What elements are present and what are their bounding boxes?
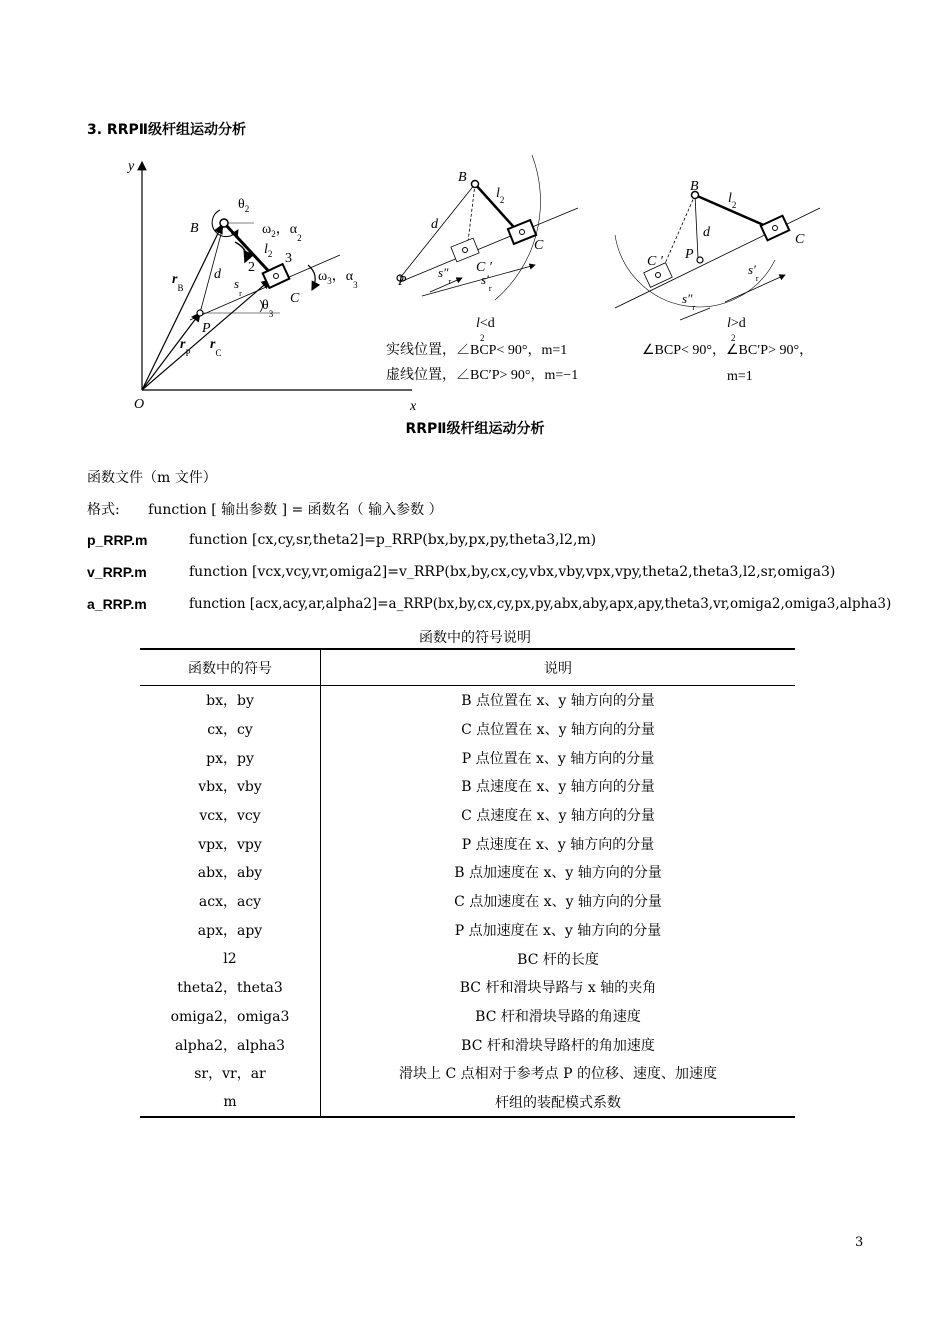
symbol-cell: vbx，vby (140, 772, 321, 801)
point-p (197, 310, 203, 316)
symbol-cell: cx，cy (140, 715, 321, 744)
table-row (140, 743, 795, 772)
label-c-right: C (795, 232, 805, 247)
label-sdd-right: $s''_r$ (682, 291, 696, 312)
format-line (87, 499, 443, 519)
table-row (140, 1002, 795, 1031)
header-description: 说明 (321, 649, 796, 686)
section-title: 3. RRPⅡ级杆组运动分析 (87, 122, 246, 138)
description-cell: C 点速度在 x、y 轴方向的分量 (461, 808, 655, 825)
symbol-cell: vcx，vcy (140, 801, 321, 830)
point-c-right (773, 226, 778, 231)
table-row (140, 858, 795, 887)
description-cell: 滑块上 C 点相对于参考点 P 的位移、速度、加速度 (399, 1066, 717, 1083)
label-b-mid: B (458, 170, 467, 185)
description-cell: BC 杆和滑块导路杆的角加速度 (461, 1037, 655, 1054)
table-row (140, 772, 795, 801)
label-l2: $l_2$ (264, 242, 273, 259)
function-file-name: p_RRP.m (87, 532, 148, 548)
symbol-cell: theta2，theta3 (140, 973, 321, 1002)
page-number: 3 (855, 1235, 864, 1250)
label-num3: 3 (285, 251, 292, 266)
label-p-right: P (685, 247, 694, 262)
function-file-name: v_RRP.m (87, 564, 147, 580)
point-b (220, 219, 228, 227)
label-l2-right: $l_2$ (728, 191, 737, 210)
label-cp-right: C ′ (647, 254, 663, 269)
left-diagram (126, 159, 417, 414)
label-d-right: d (703, 225, 710, 240)
label-sdd-mid: $s''_r$ (438, 265, 452, 286)
label-p-mid: P (398, 274, 407, 289)
y-axis-label: y (128, 159, 135, 174)
description-cell: BC 杆的长度 (517, 951, 599, 968)
description-cell: C 点加速度在 x、y 轴方向的分量 (454, 894, 662, 911)
symbol-cell: alpha2，alpha3 (140, 1030, 321, 1059)
symbol-cell: acx，acy (140, 887, 321, 916)
label-c: C (290, 291, 300, 306)
line-bp-right (695, 195, 698, 258)
vector-rB (142, 225, 222, 390)
format-label: 格式: (87, 502, 120, 518)
cond-right: l>d 2 (727, 316, 746, 343)
symbol-cell: m (140, 1088, 321, 1118)
table-title: 函数中的符号说明 (419, 630, 531, 646)
label-p: P (202, 321, 211, 336)
function-row (87, 564, 836, 581)
symbol-cell: abx，aby (140, 858, 321, 887)
description-cell: B 点速度在 x、y 轴方向的分量 (461, 779, 655, 796)
table-row (140, 829, 795, 858)
point-cp-mid (463, 248, 468, 253)
symbol-cell: apx，apy (140, 916, 321, 945)
table-row (140, 1059, 795, 1088)
table-row (140, 916, 795, 945)
label-cp-mid: C ′ (476, 260, 492, 275)
label-sd-mid: $s'_r$ (481, 272, 492, 293)
rrp-figure (120, 150, 840, 420)
description-cell: C 点位置在 x、y 轴方向的分量 (461, 722, 655, 739)
description-cell: P 点速度在 x、y 轴方向的分量 (461, 836, 655, 853)
description-cell: P 点加速度在 x、y 轴方向的分量 (454, 922, 662, 939)
origin-label: O (134, 397, 145, 412)
note2-right: m=1 (727, 369, 753, 384)
note2-mid: 虚线位置，∠BC′P> 90°，m=−1 (386, 368, 579, 383)
function-row (87, 596, 892, 613)
table-header-row (140, 649, 795, 686)
file-type-line: 函数文件（m 文件） (87, 470, 217, 486)
middle-diagram (397, 155, 578, 300)
label-b-right: B (690, 179, 699, 194)
note1-right: ∠BCP< 90°，∠BC′P> 90°， (642, 343, 814, 358)
label-d: d (214, 267, 221, 282)
arrow-sdd (430, 278, 462, 292)
symbol-cell: vpx，vpy (140, 829, 321, 858)
point-c-mid (520, 230, 525, 235)
function-row (87, 532, 597, 549)
header-symbol: 函数中的符号 (140, 649, 321, 686)
table-row (140, 887, 795, 916)
table-row (140, 686, 795, 715)
label-rP: $r_P$ (180, 337, 191, 358)
table-row (140, 973, 795, 1002)
point-cp-right (656, 273, 661, 278)
theta3-label: $\theta_3$ (262, 298, 274, 319)
label-sr: $s_r$ (234, 276, 242, 298)
function-signature: function [cx,cy,sr,theta2]=p_RRP(bx,by,px,py,theta3,l2,m) (189, 532, 597, 548)
label-l2-mid: $l_2$ (496, 186, 505, 205)
symbol-cell: bx，by (140, 686, 321, 715)
label-rC: $r_C$ (210, 337, 222, 358)
theta2-label: $\theta_2$ (238, 197, 250, 214)
symbol-cell: omiga2，omiga3 (140, 1002, 321, 1031)
note1-mid: 实线位置，∠BCP< 90°，m=1 (386, 343, 568, 358)
description-cell: BC 杆和滑块导路与 x 轴的夹角 (459, 980, 657, 997)
label-sd-right: $s'_r$ (748, 262, 759, 283)
description-cell: P 点位置在 x、y 轴方向的分量 (461, 750, 655, 767)
label-d-mid: d (431, 217, 438, 232)
label-c-mid: C (534, 238, 544, 253)
function-signature: function [vcx,vcy,vr,omiga2]=v_RRP(bx,by,cx,cy,vbx,vby,vpx,vpy,theta2,theta3,l2,sr,omiga3) (189, 564, 836, 580)
symbol-cell: sr，vr，ar (140, 1059, 321, 1088)
cond-mid: l<d 2 (476, 316, 495, 343)
format-text: function [ 输出参数 ] = 函数名（ 输入参数 ） (148, 502, 443, 518)
figure-caption: RRPⅡ级杆组运动分析 (405, 421, 545, 437)
right-diagram (615, 179, 820, 320)
point-c (274, 274, 279, 279)
table-row (140, 801, 795, 830)
omega2-label: $\omega_2$，$\alpha_2$ (262, 222, 302, 243)
label-rB: $r_B$ (172, 272, 184, 293)
table-row (140, 944, 795, 973)
description-cell: B 点位置在 x、y 轴方向的分量 (461, 693, 655, 710)
description-cell: BC 杆和滑块导路的角速度 (475, 1008, 641, 1025)
table-row (140, 715, 795, 744)
description-cell: 杆组的装配模式系数 (495, 1094, 621, 1111)
symbol-cell: l2 (140, 944, 321, 973)
omega3-label: $\omega_3$，$\alpha_3$ (318, 269, 358, 290)
table-row (140, 1088, 795, 1118)
vector-rP (142, 313, 200, 390)
description-cell: B 点加速度在 x、y 轴方向的分量 (454, 865, 662, 882)
guide-line-right (615, 208, 820, 308)
point-p-right (697, 257, 703, 263)
function-signature: function [acx,acy,ar,alpha2]=a_RRP(bx,by,cx,cy,px,py,abx,aby,apx,apy,theta3,vr,omiga2,omiga3,alpha3) (189, 596, 892, 612)
symbol-cell: px，py (140, 743, 321, 772)
label-num2: 2 (248, 260, 255, 275)
symbol-table (140, 648, 795, 1118)
label-b: B (190, 221, 199, 236)
point-b-mid (472, 181, 479, 188)
table-row (140, 1030, 795, 1059)
function-file-name: a_RRP.m (87, 596, 147, 612)
x-axis-label: x (410, 399, 417, 414)
